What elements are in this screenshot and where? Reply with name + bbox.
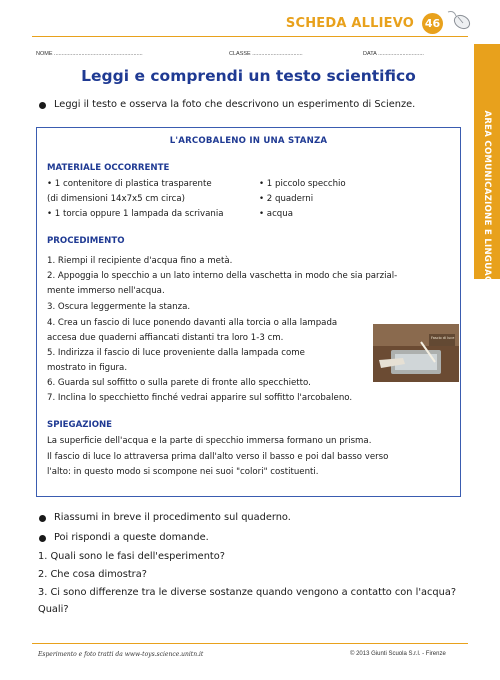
question-line: 3. Ci sono differenze tra le diverse sostanze quando vengono a contatto con l'acqua?: [38, 587, 457, 598]
material-item: • 1 torcia oppure 1 lampada da scrivania: [47, 209, 224, 219]
material-item: • 1 contenitore di plastica trasparente: [47, 179, 212, 189]
side-area-strip: [474, 44, 500, 302]
page-title: Leggi e comprendi un testo scientifico: [81, 67, 416, 85]
side-area-label: AREA COMUNICAZIONE E LINGUAGGIO: [482, 110, 492, 302]
experiment-photo: [373, 324, 459, 382]
procedure-line: accesa due quaderni affiancati distanti tra loro 1-3 cm.: [47, 333, 284, 343]
explanation-line: Il fascio di luce lo attraversa prima dall'alto verso il basso e poi dal basso verso: [47, 452, 389, 462]
procedure-heading: PROCEDIMENTO: [47, 236, 125, 246]
material-item: • 1 piccolo specchio: [259, 179, 346, 189]
question-line: 1. Quali sono le fasi dell'esperimento?: [38, 551, 225, 562]
procedure-line: 1. Riempi il recipiente d'acqua fino a metà.: [47, 256, 233, 266]
procedure-line: mente immerso nell'acqua.: [47, 286, 165, 296]
explanation-line: l'alto: in questo modo si scompone nei suoi "colori" costituenti.: [47, 467, 319, 477]
bullet-icon: [39, 102, 46, 109]
instruction-answer: Poi rispondi a queste domande.: [54, 532, 209, 543]
materials-heading: MATERIALE OCCORRENTE: [47, 163, 170, 173]
procedure-line: 6. Guarda sul soffitto o sulla parete di fronte allo specchietto.: [47, 378, 311, 388]
procedure-line: mostrato in figura.: [47, 363, 128, 373]
procedure-line: 2. Appoggia lo specchio a un lato interno della vaschetta in modo che sia parzial-: [47, 271, 398, 281]
header-divider: [32, 36, 468, 37]
bullet-icon: [39, 515, 46, 522]
procedure-line: 7. Inclina lo specchietto finché vedrai apparire sul soffitto l'arcobaleno.: [47, 393, 353, 403]
page-number-badge: 46: [422, 13, 443, 34]
material-item: (di dimensioni 14x7x5 cm circa): [47, 194, 185, 204]
bullet-icon: [39, 535, 46, 542]
procedure-line: 5. Indirizza il fascio di luce proveniente dalla lampada come: [47, 348, 305, 358]
copyright-notice: © 2013 Giunti Scuola S.r.l. - Firenze: [350, 651, 446, 657]
name-field[interactable]: NOME ..........................................................: [36, 51, 143, 57]
material-item: • 2 quaderni: [259, 194, 314, 204]
procedure-line: 3. Oscura leggermente la stanza.: [47, 302, 191, 312]
class-field[interactable]: CLASSE .................................: [229, 51, 303, 57]
experiment-title: L'ARCOBALENO IN UNA STANZA: [169, 136, 328, 146]
explanation-line: La superficie dell'acqua e la parte di specchio immersa formano un prisma.: [47, 436, 372, 446]
procedure-line: 4. Crea un fascio di luce ponendo davanti alla torcia o alla lampada: [47, 318, 338, 328]
computer-mouse-icon: [446, 8, 472, 34]
instruction-summarize: Riassumi in breve il procedimento sul quaderno.: [54, 512, 291, 523]
question-line: 2. Che cosa dimostra?: [38, 569, 147, 580]
footer-divider: [32, 643, 468, 644]
photo-caption: Fascio di luce: [431, 336, 455, 340]
instruction-read: Leggi il testo e osserva la foto che descrivono un esperimento di Scienze.: [54, 99, 416, 110]
source-credit: Esperimento e foto tratti da www-toys.science.unitn.it: [38, 651, 204, 658]
question-line: Quali?: [38, 604, 69, 615]
material-item: • acqua: [259, 209, 293, 219]
explanation-heading: SPIEGAZIONE: [47, 420, 113, 430]
date-field[interactable]: DATA ..............................: [363, 51, 424, 57]
worksheet-label: SCHEDA ALLIEVO: [285, 16, 414, 31]
